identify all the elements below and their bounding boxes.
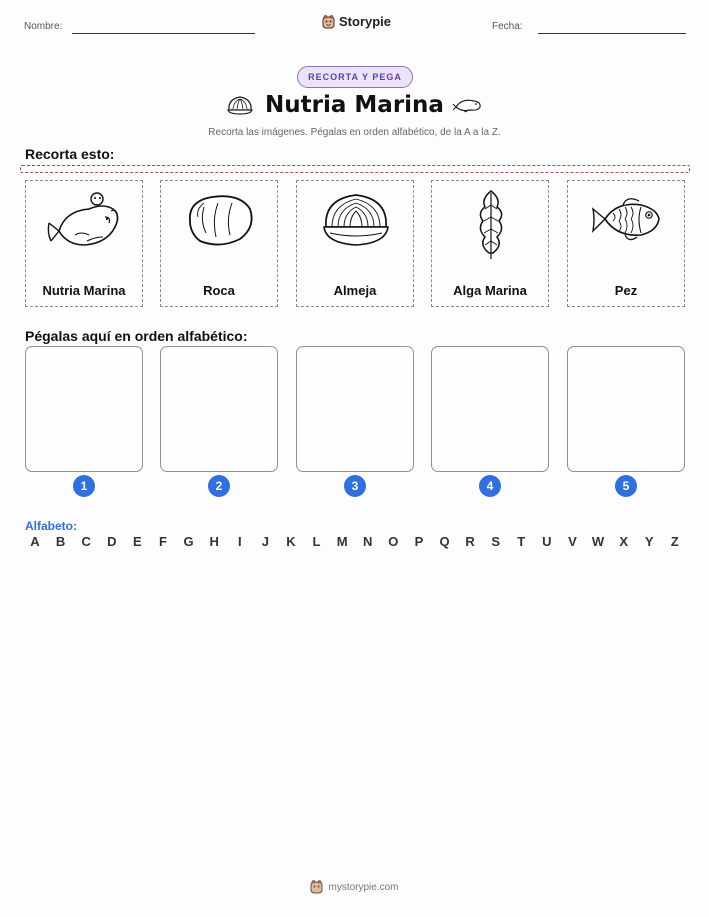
cut-card[interactable] xyxy=(25,180,143,307)
alphabet-letter: O xyxy=(388,534,399,549)
alphabet-letter: E xyxy=(133,534,142,549)
alphabet-letter: Q xyxy=(439,534,450,549)
rock-icon xyxy=(180,187,260,255)
alphabet-letter: N xyxy=(363,534,373,549)
card-label: Pez xyxy=(614,283,638,298)
alphabet-letter: Y xyxy=(644,534,654,549)
alphabet-letter: I xyxy=(237,534,242,549)
otter-title-icon xyxy=(452,94,484,116)
paste-section-heading: Pégalas aquí en orden alfabético: xyxy=(25,328,248,344)
alphabet-letter: G xyxy=(183,534,194,549)
cut-card[interactable] xyxy=(296,180,414,307)
alphabet-letter: F xyxy=(158,534,167,549)
seaweed-icon xyxy=(451,187,531,261)
alphabet-letter: A xyxy=(30,534,40,549)
card-label: Roca xyxy=(203,283,235,298)
paste-box-2[interactable] xyxy=(160,346,278,472)
name-label: Nombre: xyxy=(24,21,63,32)
number-badge-2: 2 xyxy=(208,475,230,497)
cut-card[interactable] xyxy=(567,180,685,307)
number-badge-3: 3 xyxy=(344,475,366,497)
alphabet-letter: L xyxy=(312,534,321,549)
alphabet-letter: S xyxy=(491,534,501,549)
brand-logo xyxy=(322,14,391,29)
alphabet-letter: B xyxy=(55,534,66,549)
alphabet-letter: X xyxy=(619,534,628,549)
date-field-line[interactable] xyxy=(538,33,686,34)
paste-box-1[interactable] xyxy=(25,346,143,472)
cut-line xyxy=(20,165,690,173)
alphabet-letter: V xyxy=(568,534,577,549)
footer-site: mystorypie.com xyxy=(328,881,399,893)
activity-badge: RECORTA Y PEGA xyxy=(297,66,413,88)
alphabet-letter: C xyxy=(81,534,91,549)
paste-box-5[interactable] xyxy=(567,346,685,472)
footer xyxy=(0,880,709,894)
cut-card[interactable] xyxy=(431,180,549,307)
worksheet-title: Nutria Marina xyxy=(265,92,444,118)
brand-name: Storypie xyxy=(339,14,392,29)
alphabet-letter: T xyxy=(517,534,526,549)
alphabet-letter: Z xyxy=(670,534,679,549)
alphabet-row xyxy=(25,534,685,549)
alphabet-letter: W xyxy=(591,534,605,549)
card-label: Nutria Marina xyxy=(42,283,126,298)
clam-icon xyxy=(316,187,396,255)
sea-otter-icon xyxy=(45,187,125,255)
alphabet-letter: D xyxy=(107,534,117,549)
cut-card[interactable] xyxy=(160,180,278,307)
card-label: Alga Marina xyxy=(453,283,527,298)
alphabet-letter: K xyxy=(286,534,296,549)
card-label: Almeja xyxy=(333,283,377,298)
storypie-mascot-icon xyxy=(310,880,323,894)
alphabet-letter: P xyxy=(414,534,424,549)
instructions-text: Recorta las imágenes. Pégalas en orden alfabético, de la A a la Z. xyxy=(208,127,501,138)
fish-icon xyxy=(587,187,667,255)
name-field-line[interactable] xyxy=(72,33,255,34)
paste-box-4[interactable] xyxy=(431,346,549,472)
alphabet-letter: M xyxy=(336,534,348,549)
alphabet-letter: H xyxy=(209,534,219,549)
alphabet-letter: U xyxy=(542,534,552,549)
number-badge-1: 1 xyxy=(73,475,95,497)
alphabet-letter: J xyxy=(261,534,269,549)
number-badge-5: 5 xyxy=(615,475,637,497)
number-badge-4: 4 xyxy=(479,475,501,497)
date-label: Fecha: xyxy=(492,21,523,32)
alphabet-letter: R xyxy=(465,534,475,549)
cut-section-heading: Recorta esto: xyxy=(25,146,115,162)
alphabet-heading: Alfabeto: xyxy=(25,519,77,533)
paste-box-3[interactable] xyxy=(296,346,414,472)
storypie-mascot-icon xyxy=(322,15,335,29)
